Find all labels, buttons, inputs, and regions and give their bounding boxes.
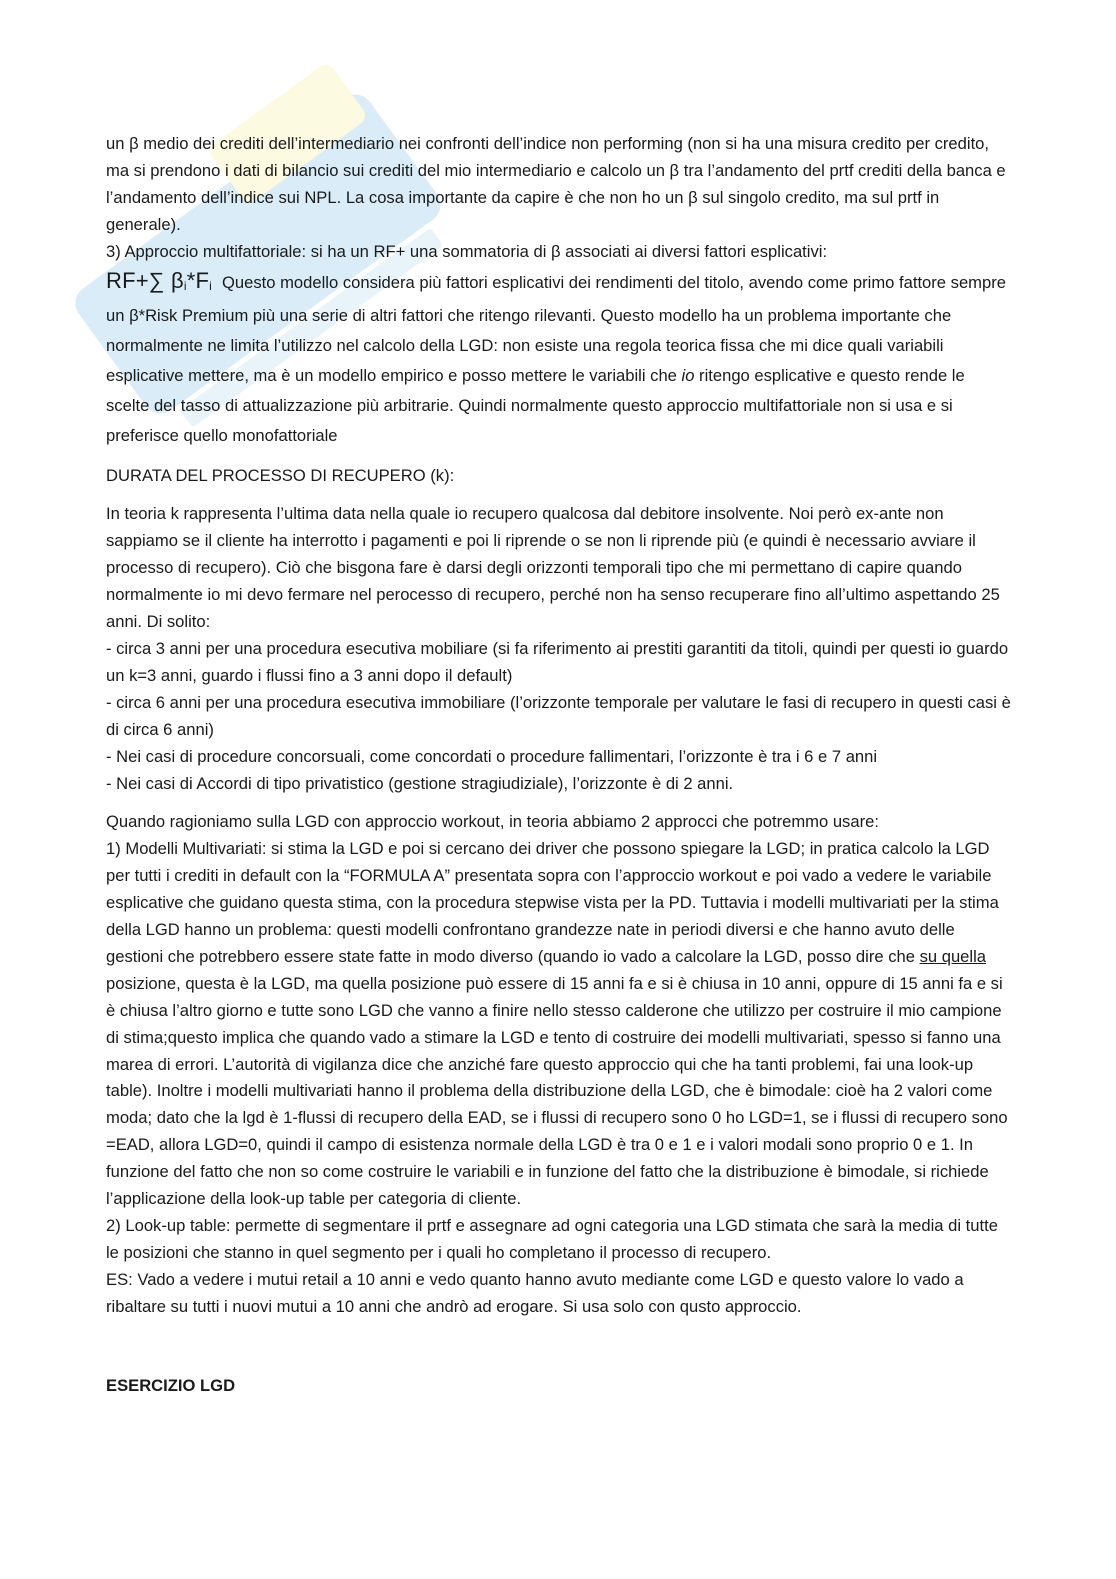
formula-rf-sum: RF+∑ $\beta_i*F_i$ xyxy=(106,267,212,293)
paragraph-look-up-table: 2) Look-up table: permette di segmentare il prtf e assegnare ad ogni categoria una LGD stimata che sarà la media di tutte le posizioni che stanno in quel segmento per i quali ho completano il processo di recupero. xyxy=(106,1216,998,1262)
bullet-concorsuali: - Nei casi di procedure concorsuali, come concordati o procedure fallimentari, l’orizzonte è tra i 6 e 7 anni xyxy=(106,746,878,766)
paragraph-beta-medio: un β medio dei crediti dell’intermediario nei confronti dell’indice non performing (non si ha una misura credito per credito, ma si prendono i dati di bilancio sui crediti del mio intermediario e calcolo un β tra l’andamento del prtf crediti della banca e l’andamento dell’indice sui NPL. La cosa importante da capire è che non ho un β sul singolo credito, ma sul prtf in generale). xyxy=(106,134,1006,234)
bullet-privatistico: - Nei casi di Accordi di tipo privatistico (gestione stragiudiziale), l’orizzonte è di 2 anni. xyxy=(106,773,734,793)
document-body xyxy=(106,131,1011,1400)
paragraph-esempio: ES: Vado a vedere i mutui retail a 10 anni e vedo quanto hanno avuto mediante come LGD e questo valore lo vado a ribaltare su tutti i nuovi mutui a 10 anni che andrò ad erogare. Si usa solo con qusto approccio. xyxy=(106,1269,964,1316)
paragraph-multifattoriale-body: RF+∑ $\beta_i*F_i$ Questo modello considera più fattori esplicativi dei rendimenti del titolo, avendo come primo fattore sempre un β*Risk Premium più una serie di altri fattori che ritengo rilevanti. Questo modello ha un problema importante che normalmente ne limita l’utilizzo nel calcolo della LGD: non esiste una regola teorica fissa che mi dice quali variabili esplicative mettere, ma è un modello empirico e posso mettere le variabili che io ritengo esplicative e questo rende le scelte del tasso di attualizzazione più arbitrarie. Quindi normalmente questo approccio multifattoriale non si usa e si preferisce quello monofattoriale xyxy=(106,267,1006,445)
paragraph-modelli-multivariati: 1) Modelli Multivariati: si stima la LGD e poi si cercano dei driver che possono spiegare la LGD; in pratica calcolo la LGD per tutti i crediti in default con la “FORMULA A” presentata sopra con l’approccio workout e poi vado a vedere le variabile esplicative che guidano questa stima, con la procedura stepwise vista per la PD. Tuttavia i modelli multivariati per la stima della LGD hanno un problema: questi modelli confrontano grandezze nate in periodi diversi e che hanno avuto delle gestioni che potrebbero essere state fatte in modo diverso (quando io vado a calcolare la LGD, posso dire che su quella posizione, questa è la LGD, ma quella posizione può essere di 15 anni fa e si è chiusa in 10 anni, oppure di 15 anni fa e si è chiusa l’altro giorno e tutte sono LGD che vanno a finire nello stesso calderone che utilizzo per costruire il mio campione di stima;questo implica che quando vado a stimare la LGD e tento di costruire dei modelli multivariati, spesso si fanno una marea di errori. L’autorità di vigilanza dice che anziché fare questo approccio qui che ha tanti problemi, fai una look-up table). Inoltre i modelli multivariati hanno il problema della distribuzione della LGD, che è bimodale: cioè ha 2 valori come moda; dato che la lgd è 1-flussi di recupero della EAD, se i flussi di recupero sono 0 ho LGD=1, se i flussi di recupero sono =EAD, allora LGD=0, quindi il campo di esistenza normale della LGD è tra 0 e 1 e i valori modali sono proprio 0 e 1. In funzione del fatto che non so come costruire le variabili e in funzione del fatto che la distribuzione è bimodale, si richiede l’applicazione della look-up table per categoria di cliente. xyxy=(106,839,1008,1209)
underlined-su-quella: su quella xyxy=(919,946,987,966)
heading-durata-processo: DURATA DEL PROCESSO DI RECUPERO (k): xyxy=(106,465,455,485)
paragraph-multifattoriale-intro: 3) Approccio multifattoriale: si ha un RF+ una sommatoria di β associati ai diversi fattori esplicativi: xyxy=(106,241,828,261)
italic-io: io xyxy=(681,365,695,385)
bullet-mobiliare: - circa 3 anni per una procedura esecutiva mobiliare (si fa riferimento ai prestiti garantiti da titoli, quindi per questi io guardo un k=3 anni, guardo i flussi fino a 3 anni dopo il default) xyxy=(106,638,1009,685)
heading-esercizio-lgd: ESERCIZIO LGD xyxy=(106,1375,236,1395)
paragraph-teoria-k: In teoria k rappresenta l’ultima data nella quale io recupero qualcosa dal debitore insolvente. Noi però ex-ante non sappiamo se il cliente ha interrotto i pagamenti e poi li riprende o se non li riprende più (e quindi è necessario avviare il processo di recupero). Ciò che bisgona fare è darsi degli orizzonti temporali tipo che mi permettano di capire quando normalmente io mi devo fermare nel perocesso di recupero, perché non ha senso recuperare fino all’ultimo aspettando 25 anni. Di solito: xyxy=(106,504,1000,632)
bullet-immobiliare: - circa 6 anni per una procedura esecutiva immobiliare (l’orizzonte temporale per valutare le fasi di recupero in questi casi è di circa 6 anni) xyxy=(106,692,1011,739)
paragraph-approccio-workout: Quando ragioniamo sulla LGD con approccio workout, in teoria abbiamo 2 approcci che potremmo usare: xyxy=(106,812,879,832)
